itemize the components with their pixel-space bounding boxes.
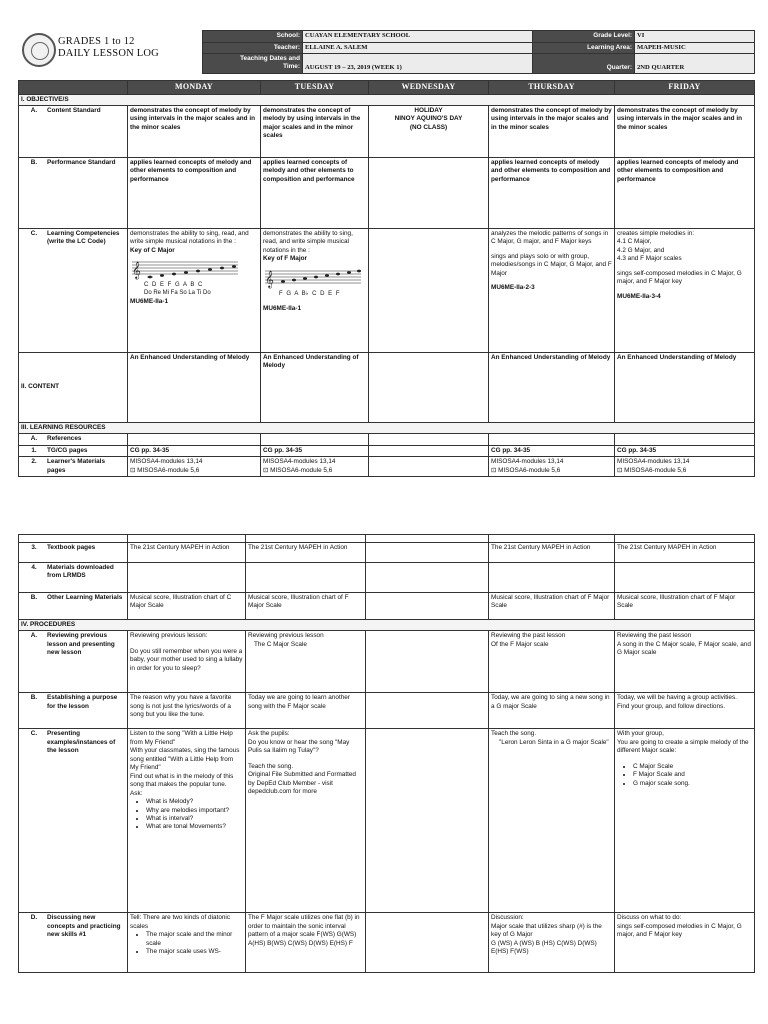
content-standard-mon: demonstrates the concept of melody by using intervals in the major scales and in the minor scales xyxy=(128,106,261,158)
row-label-reviewing: A. Reviewing previous lesson and presenting new lesson xyxy=(19,631,128,693)
competencies-thu xyxy=(489,229,615,353)
purpose-tue: Today we are going to learn another song with the F Major scale xyxy=(246,693,366,729)
quarter-label: Quarter: xyxy=(533,54,635,74)
row-label-tg-pages: 1. TG/CG pages xyxy=(19,445,128,456)
section-resources: III. LEARNING RESOURCES xyxy=(19,423,755,434)
day-monday: MONDAY xyxy=(128,81,261,95)
reviewing-tue: Reviewing previous lesson The C Major Scale xyxy=(246,631,366,693)
section-procedures: IV. PROCEDURES xyxy=(19,620,755,631)
scale-kinds-list xyxy=(130,931,243,956)
header-info-table xyxy=(202,30,755,74)
f-major-letters: F G A B♭ C D E F xyxy=(279,290,340,297)
key-of-f-major: Key of F Major xyxy=(263,255,308,263)
textbook-tue: The 21st Century MAPEH in Action xyxy=(246,543,366,563)
competencies-wed xyxy=(369,229,489,353)
title-line-1: GRADES 1 to 12 xyxy=(58,36,135,47)
content-mon: An Enhanced Understanding of Melody xyxy=(128,353,261,423)
teacher-value: ELLAINE A. SALEM xyxy=(303,42,533,54)
list-item: 4.1 C Major, xyxy=(617,238,652,246)
dates-label-2: Time: xyxy=(283,62,300,70)
holiday-text: HOLIDAY xyxy=(414,107,443,114)
list-item: • The major scale uses WS- xyxy=(146,948,243,956)
discussing-mon: Tell: There are two kinds of diatonic scales • The major scale and the minor scale • The major scale uses WS- xyxy=(128,913,246,973)
list-item: 4.3 and F Major scales xyxy=(617,255,682,263)
area-value: MAPEH-MUSIC xyxy=(635,42,755,54)
row-label-presenting: C. Presenting examples/instances of the lesson xyxy=(19,729,128,913)
lm-pages-mon: MISOSA4-modules 13,14 ⊡ MISOSA6-module 5,6 xyxy=(128,457,261,477)
content-tue: An Enhanced Understanding of Melody xyxy=(261,353,369,423)
purpose-thu: Today, we are going to sing a new song in a G major Scale xyxy=(489,693,615,729)
f-major-staff-icon xyxy=(263,267,363,289)
row-label-discussing: D. Discussing new concepts and practicing new skills #1 xyxy=(19,913,128,973)
lm-pages-fri: MISOSA4-modules 13,14 ⊡ MISOSA6-module 5,6 xyxy=(615,457,755,477)
row-label-purpose: B. Establishing a purpose for the lesson xyxy=(19,693,128,729)
purpose-mon: The reason why you have a favorite song is not just the lyrics/words of a song but you like the tune. xyxy=(128,693,246,729)
reviewing-wed xyxy=(366,631,489,693)
other-materials-wed xyxy=(366,593,489,620)
purpose-wed xyxy=(366,693,489,729)
competency-text: demonstrates the ability to sing, read, and write simple musical notations in the : xyxy=(263,230,353,254)
teacher-label: Teacher: xyxy=(203,42,303,54)
content-standard-thu: demonstrates the concept of melody by using intervals in the major scales and in the minor scales xyxy=(489,106,615,158)
day-thursday: THURSDAY xyxy=(489,81,615,95)
textbook-mon: The 21st Century MAPEH in Action xyxy=(128,543,246,563)
corner-cell xyxy=(19,81,128,95)
day-tuesday: TUESDAY xyxy=(261,81,369,95)
other-materials-thu: Musical score, Illustration chart of F Major Scale xyxy=(489,593,615,620)
discussing-wed xyxy=(366,913,489,973)
school-label: School: xyxy=(203,31,303,43)
discussing-fri: Discuss on what to do: sings self-composed melodies in C Major, G major, and F Major key xyxy=(615,913,755,973)
key-of-c-major: Key of C Major xyxy=(130,246,175,254)
row-label-lm-pages: 2. Learner's Materials pages xyxy=(19,457,128,477)
competencies-tue xyxy=(261,229,369,353)
list-item: • F Major Scale and xyxy=(633,771,752,779)
title-line-2: DAILY LESSON LOG xyxy=(58,48,159,59)
competency-text-2: sings self-composed melodies in C Major, G major, and F Major key xyxy=(617,269,742,286)
reviewing-thu: Reviewing the past lesson Of the F Major scale xyxy=(489,631,615,693)
tg-pages-mon: CG pp. 34-35 xyxy=(128,445,261,456)
presenting-wed xyxy=(366,729,489,913)
tg-pages-wed xyxy=(369,445,489,456)
discussing-tue: The F Major scale utilizes one flat (b) in order to maintain the sonic interval pattern of a major scale F(WS) G(WS) A(HS) B(WS) C(WS) D(WS) E(HS) F xyxy=(246,913,366,973)
tg-pages-fri: CG pp. 34-35 xyxy=(615,445,755,456)
question-list xyxy=(130,798,243,832)
presenting-mon: Listen to the song "With a Little Help from My Friend" With your classmates, sing the famous song entitled "With a Little Help from My Friend" Find out what is in the melody of this song that makes the popular tune. Ask: • What is Melody? • Why are melodies important? • What is interval? • What are tonal Movements? xyxy=(128,729,246,913)
lc-code-fri: MU6ME-IIa-3-4 xyxy=(617,292,661,300)
discussing-thu: Discussion: Major scale that utilizes sharp (#) is the key of G Major G (WS) A (WS) B (HS) C(WS) D(WS) E(HS) F(WS) xyxy=(489,913,615,973)
quarter-value: 2ND QUARTER xyxy=(635,54,755,74)
row-label-lrmds: 4. Materials downloaded from LRMDS xyxy=(19,563,128,593)
performance-standard-wed xyxy=(369,158,489,229)
c-major-letters: C D E F G A B C xyxy=(144,282,203,289)
list-item: • C Major Scale xyxy=(633,763,752,771)
c-major-syllables: Do Re Mi Fa So La Ti Do xyxy=(144,290,211,297)
row-label-other-materials: B. Other Learning Materials xyxy=(19,593,128,620)
lm-pages-thu: MISOSA4-modules 13,14 ⊡ MISOSA6-module 5,6 xyxy=(489,457,615,477)
dates-value: AUGUST 19 – 23, 2019 (WEEK 1) xyxy=(303,54,533,74)
grade-value: VI xyxy=(635,31,755,43)
other-materials-mon: Musical score, Illustration chart of C Major Scale xyxy=(128,593,246,620)
deped-seal-icon xyxy=(22,33,56,67)
lc-code-tue: MU6ME-IIa-1 xyxy=(263,304,301,312)
section-objectives: I. OBJECTIVE/S xyxy=(19,94,755,105)
dates-label xyxy=(203,54,303,74)
other-materials-tue: Musical score, Illustration chart of F Major Scale xyxy=(246,593,366,620)
lesson-log-table-1 xyxy=(18,80,755,477)
list-item: 4.2 G Major, and xyxy=(617,246,665,254)
content-standard-wed xyxy=(369,106,489,158)
dates-label-1: Teaching Dates and xyxy=(240,55,300,63)
reviewing-mon: Reviewing previous lesson: Do you still remember when you were a baby, your mother used to sing a lullaby in order for you to sleep? xyxy=(128,631,246,693)
competency-text-1: creates simple melodies in: xyxy=(617,230,695,237)
lesson-log-table-2 xyxy=(18,534,755,973)
textbook-wed xyxy=(366,543,489,563)
row-label-references: A. References xyxy=(19,434,128,445)
list-item: • Why are melodies important? xyxy=(146,807,243,815)
other-materials-fri: Musical score, Illustration chart of F Major Scale xyxy=(615,593,755,620)
textbook-fri: The 21st Century MAPEH in Action xyxy=(615,543,755,563)
row-label-content-standard: A. Content Standard xyxy=(19,106,128,158)
presenting-fri: With your group, You are going to create a simple melody of the different Major scale: • C Major Scale • F Major Scale and • G major scale song. xyxy=(615,729,755,913)
content-wed xyxy=(369,353,489,423)
list-item: • The major scale and the minor scale xyxy=(146,931,243,948)
list-item: • What are tonal Movements? xyxy=(146,823,243,831)
presenting-thu: Teach the song. "Leron Leron Sinta in a G major Scale" xyxy=(489,729,615,913)
svg-text:𝄞: 𝄞 xyxy=(265,269,274,288)
competency-text: demonstrates the ability to sing, read, and write simple musical notations in the : xyxy=(130,230,249,246)
competency-text-1: analyzes the melodic patterns of songs in C Major, G major, and F Major keys xyxy=(491,230,609,246)
lm-pages-tue: MISOSA4-modules 13,14 ⊡ MISOSA6-module 5,6 xyxy=(261,457,369,477)
area-label: Learning Area: xyxy=(533,42,635,54)
grade-label: Grade Level: xyxy=(533,31,635,43)
scale-list xyxy=(617,763,752,788)
list-item: • What is Melody? xyxy=(146,798,243,806)
content-standard-fri: demonstrates the concept of melody by using intervals in the major scales and in the minor scales xyxy=(615,106,755,158)
top-spacer-cell xyxy=(19,535,128,543)
content-thu: An Enhanced Understanding of Melody xyxy=(489,353,615,423)
performance-standard-tue: applies learned concepts of melody and other elements to composition and performance xyxy=(261,158,369,229)
competencies-fri xyxy=(615,229,755,353)
school-value: CUAYAN ELEMENTARY SCHOOL xyxy=(303,31,533,43)
row-label-textbook: 3. Textbook pages xyxy=(19,543,128,563)
purpose-fri: Today, we will be having a group activities. Find your group, and follow directions. xyxy=(615,693,755,729)
list-item: • G major scale song. xyxy=(633,780,752,788)
textbook-thu: The 21st Century MAPEH in Action xyxy=(489,543,615,563)
tg-pages-tue: CG pp. 34-35 xyxy=(261,445,369,456)
day-friday: FRIDAY xyxy=(615,81,755,95)
holiday-name: NINOY AQUINO'S DAY xyxy=(394,115,463,123)
lc-code-thu: MU6ME-IIa-2-3 xyxy=(491,284,535,292)
content-standard-tue: demonstrates the concept of melody by using intervals in the major scales and in the minor scales xyxy=(261,106,369,158)
performance-standard-mon: applies learned concepts of melody and other elements to composition and performance xyxy=(128,158,261,229)
competency-text-2: sings and plays solo or with group, melodies/songs in C Major, G Major, and F Major xyxy=(491,252,612,277)
presenting-tue: Ask the pupils: Do you know or hear the song "May Pulis sa Ilalim ng Tulay"? Teach the song. Original File Submitted and Formatted by DepEd Club Member - visit depedclub.com for more xyxy=(246,729,366,913)
performance-standard-thu: applies learned concepts of melody and other elements to composition and performance xyxy=(489,158,615,229)
title-block xyxy=(58,36,159,60)
content-fri: An Enhanced Understanding of Melody xyxy=(615,353,755,423)
list-item: • What is interval? xyxy=(146,815,243,823)
svg-text:𝄞: 𝄞 xyxy=(132,261,141,280)
performance-standard-fri: applies learned concepts of melody and other elements to composition and performance xyxy=(615,158,755,229)
header xyxy=(18,30,754,72)
lc-code-mon: MU6ME-IIa-1 xyxy=(130,298,168,306)
reviewing-fri: Reviewing the past lesson A song in the C Major scale, F Major scale, and G Major scale xyxy=(615,631,755,693)
tg-pages-thu: CG pp. 34-35 xyxy=(489,445,615,456)
section-content: II. CONTENT xyxy=(19,353,128,423)
competencies-mon xyxy=(128,229,261,353)
no-class-text: (NO CLASS) xyxy=(409,123,448,131)
row-label-performance-standard: B. Performance Standard xyxy=(19,158,128,229)
row-label-competencies: C. Learning Competencies (write the LC Code) xyxy=(19,229,128,353)
lm-pages-wed xyxy=(369,457,489,477)
c-major-staff-icon xyxy=(130,258,240,280)
day-wednesday: WEDNESDAY xyxy=(369,81,489,95)
